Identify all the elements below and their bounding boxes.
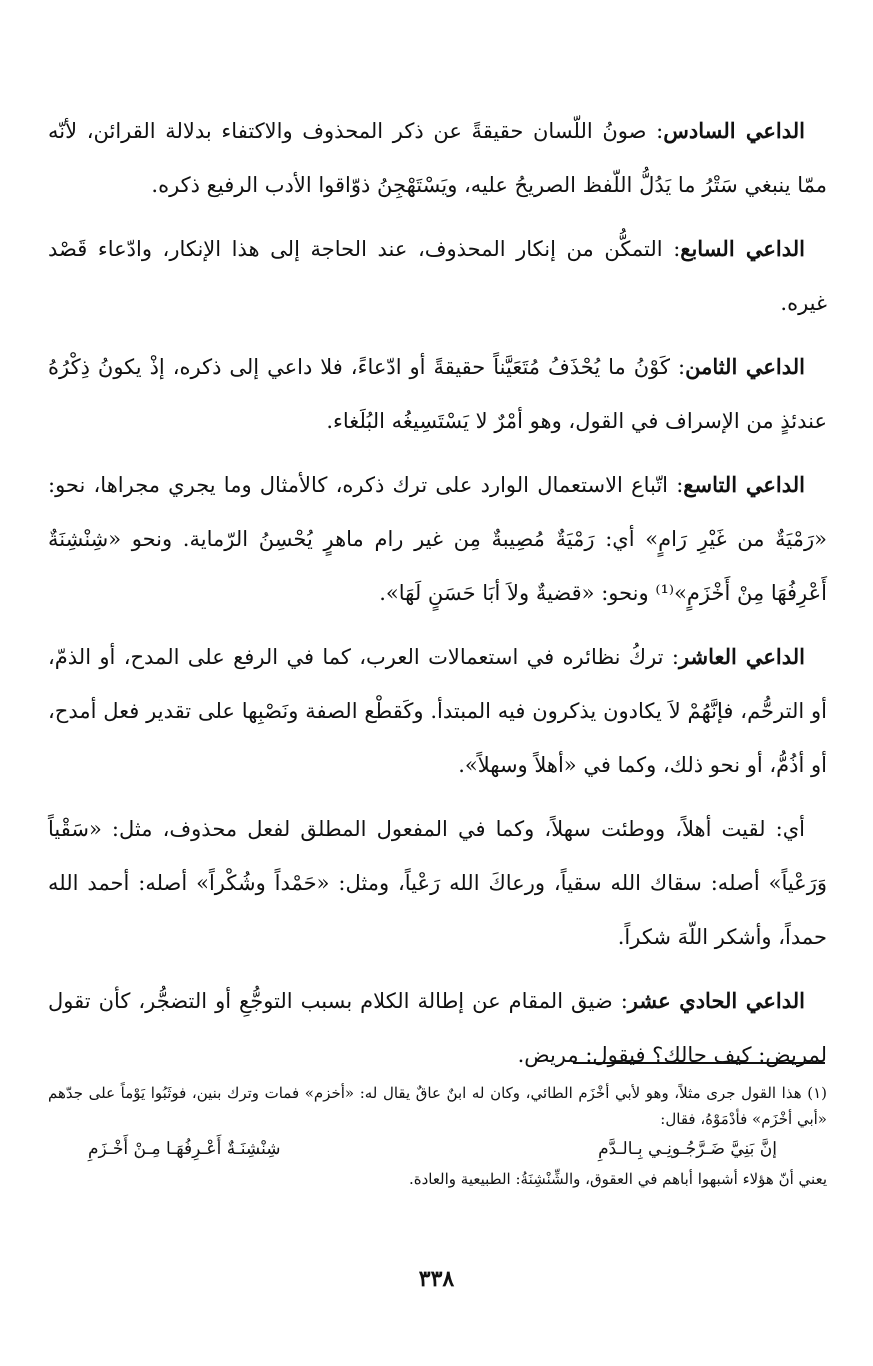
paragraph-body: : اتّباع الاستعمال الوارد على ترك ذكره، كالأمثال وما يجري مجراها، نحو: «رَمْيَةٌ من غَيْرِ رَامٍ» أي: رَمْيَةٌ مُصِيبةٌ مِن غير رام ماهرٍ يُحْسِنُ الرّماية. ونحو «شِنْشِنَةٌ أَعْرِفُهَا مِنْ أَخْزَمٍ»⁽¹⁾ ونحو: «قضيةٌ ولاَ أبَا حَسَنٍ لَهَا».	[48, 473, 827, 605]
paragraph-term: الداعي الحادي عشر	[627, 988, 805, 1013]
paragraph-term: الداعي السادس	[663, 118, 805, 143]
paragraph-body: : صونُ اللّسان حقيقةً عن ذكر المحذوف والاكتفاء بدلالة القرائن، لأنّه ممّا ينبغي سَتْرُ ما يَدُلُّ اللّفظ الصريحُ عليه، ويَسْتَهْجِنُ ذوّاقوا الأدب الرفيع ذكره.	[48, 119, 827, 197]
page-number: ٣٣٨	[418, 1266, 455, 1292]
paragraph-eleventh-reason	[48, 974, 827, 1082]
paragraph-body: : تركُ نظائره في استعمالات العرب، كما في الرفع على المدح، أو الذمّ، أو الترحُّم، فإنَّهُمْ لاَ يكادون يذكرون فيه المبتدأ. وكَقطْع الصفة ونَصْبِها على تقدير فعل أمدح، أو أذُمُّ، أو نحو ذلك، وكما في «أهلاً وسهلاً».	[48, 645, 827, 777]
paragraph-term: الداعي السابع	[680, 236, 805, 261]
paragraph-body: : كَوْنُ ما يُحْذَفُ مُتَعَيَّناً حقيقةً أو ادّعاءً، فلا داعي إلى ذكره، إذْ يكونُ ذِكْرُهُ عندئذٍ من الإسراف في القول، وهو أمْرٌ لا يَسْتَسِيغُه البُلَغاء.	[48, 355, 827, 433]
paragraph-seventh-reason	[48, 222, 827, 330]
paragraph-sixth-reason	[48, 104, 827, 212]
paragraph-eighth-reason	[48, 340, 827, 448]
paragraph-term: الداعي الثامن	[685, 354, 806, 379]
paragraph-body: : ضيق المقام عن إطالة الكلام بسبب التوجُّعِ أو التضجُّر، كأن تقول لمريض: كيف حالك؟ فيقول: مريض.	[48, 989, 827, 1067]
paragraph-tenth-reason	[48, 630, 827, 792]
paragraph-tenth-continued	[48, 802, 827, 964]
paragraph-term: الداعي العاشر	[678, 644, 805, 669]
poem-verse	[48, 1132, 827, 1166]
footnote-text: (١) هذا القول جرى مثلاً، وهو لأبي أخْزَم الطائي، وكان له ابنٌ عاقٌ يقال له: «أخزم» فمات وترك بنين، فوثَبُوا يَوْماً على جدّهم «أبي أخْزَم» فأدْمَوْهُ، فقال:	[48, 1084, 827, 1128]
verse-first-hemistich: إنَّ بَنِيَّ ضَـرَّجُـونِـي بِـالـدَّمِ	[598, 1139, 777, 1159]
paragraph-ninth-reason	[48, 458, 827, 620]
footnote-separator	[573, 1062, 825, 1064]
paragraph-term: الداعي التاسع	[683, 472, 805, 497]
footnote	[48, 1080, 827, 1192]
paragraph-body: أي: لقيت أهلاً، ووطئت سهلاً، وكما في المفعول المطلق لفعل محذوف، مثل: «سَقْياً وَرَعْياً» أصله: سقاك الله سقياً، ورعاكَ الله رَعْياً، ومثل: «حَمْداً وشُكْراً» أصله: أحمد الله حمداً، وأشكر اللّهَ شكراً.	[48, 817, 827, 949]
paragraph-body: : التمكُّن من إنكار المحذوف، عند الحاجة إلى هذا الإنكار، وادّعاء قَصْد غيره.	[48, 237, 827, 315]
footnote-explanation: يعني أنّ هؤلاء أشبهوا أباهم في العقوق، والشِّنْشِنَةُ: الطبيعية والعادة.	[408, 1170, 827, 1188]
main-text	[48, 104, 827, 1092]
verse-second-hemistich: شِنْشِنَـةٌ أَعْـرِفُهَـا مِـنْ أَخْـزَمِ	[88, 1139, 281, 1159]
